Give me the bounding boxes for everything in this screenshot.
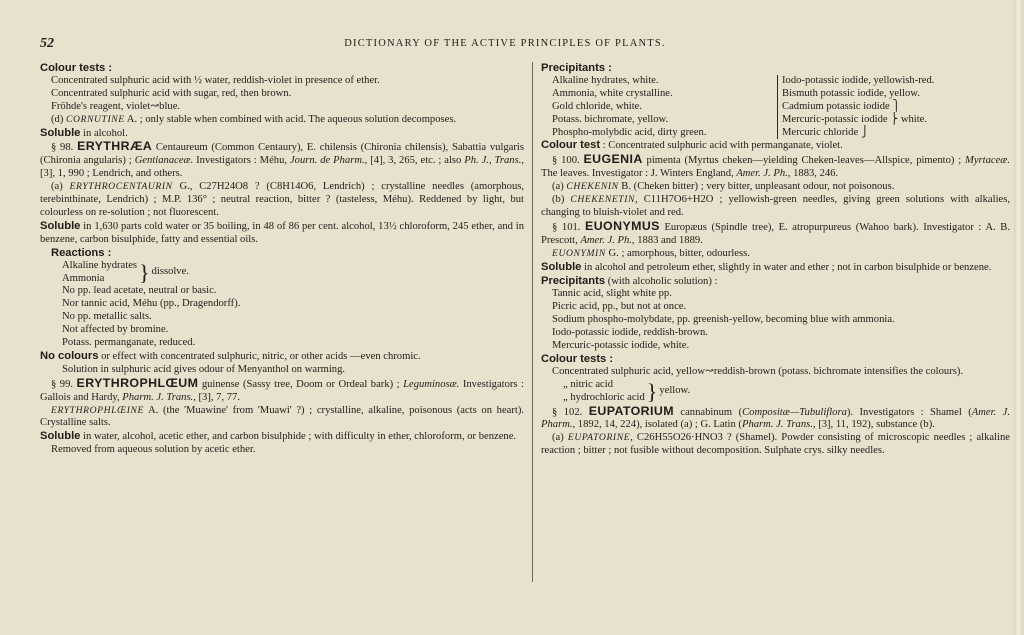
euonymin-colour-heading: Colour tests : [541,352,614,365]
right-column [541,62,1010,458]
euonymin-entry: EUONYMIN G. ; amorphous, bitter, odourless. [552,247,750,259]
eupatorine-entry: (a) EUPATORINE, C26H55O26·HNO3 ? (Shamel). Powder consisting of microscopic needles ; alkaline reaction ; bitter ; not fusible without decomposition. Sulphate crys. silky needles. [541,432,1010,457]
reactions-heading: Reactions : [51,246,112,259]
erythrophloeum-name: ERYTHROPHLŒUM [76,375,199,390]
euonymin-precip-line: Picric acid, pp., but not at once. [552,301,687,313]
precipitant-item: Potass. bichromate, yellow. [552,113,669,125]
running-header [0,36,1010,54]
euonymin-soluble: Soluble in alcohol and petroleum ether, slightly in water and ether ; not in carbon bisulphide or benzene. [541,260,992,273]
precipitant-item: Gold chloride, white. [552,100,643,112]
no-colours-line: No colours or effect with concentrated sulphuric, nitric, or other acids —even chromic. [40,349,421,362]
reactions-brace-group [40,260,524,286]
erythraea-entry: § 98. ERYTHRÆA Centaureum (Common Centaury), E. chilensis (Chironia chilensis), Sabattia vulgaris (Chironia angularis) ; Gentianaceæ. Investigators : Méhu, Journ. de Pharm., [4], 3, 265, etc. ; also Ph. J., Trans., [3], 1, 990 ; Lendrich, and others. [40,139,524,180]
colour-brace-item: „ nitric acid [563,378,613,390]
colour-test-line: Concentrated sulphuric acid with ½ water, reddish-violet in presence of ether. [51,74,380,86]
reaction-line: Not affected by bromine. [62,324,169,336]
precipitant-item: Iodo-potassic iodide, yellowish-red. [782,74,935,86]
cornutine-soluble: Soluble in alcohol. [40,126,128,139]
erythrophloeum-entry: § 99. ERYTHROPHLŒUM guinense (Sassy tree, Doom or Ordeal bark) ; Leguminosæ. Investigators : Gallois and Hardy, Pharm. J. Trans., [3], 7, 77. [40,375,524,403]
eupatorium-name: EUPATORIUM [588,403,674,418]
colour-test-line: Fröhde's reagent, violet↝blue. [51,100,181,112]
euonymus-entry: § 101. EUONYMUS Europæus (Spindle tree), E. atropurpureus (Wahoo bark). Investigator : A. B. Prescott, Amer. J. Ph., 1883 and 1889. [541,218,1010,246]
precipitant-item: Phospho-molybdic acid, dirty green. [552,126,707,138]
precipitant-item: Mercuric-potassic iodide ⎬ white. [782,113,928,125]
cornutine-name: CORNUTINE [66,113,125,125]
chekenin-name: CHEKENIN [566,181,619,193]
colour-brace-result: yellow. [659,385,691,397]
precipitant-item: Ammonia, white crystalline. [552,87,673,99]
precipitants-table [541,75,1010,140]
precipitants-heading: Precipitants : [541,62,612,74]
reaction-line: No pp. metallic salts. [62,311,152,323]
colour-test-line: Concentrated sulphuric acid with sugar, red, then brown. [51,87,292,99]
chekenetin-name: CHEKENETIN [570,194,636,206]
eupatorium-entry: § 102. EUPATORIUM cannabinum (Compositæ—Tubuliflora). Investigators : Shamel (Amer. J. Pharm., 1892, 14, 224), isolated (a) ; G. Latin (Pharm. J. Trans., [3], 11, 192), substance (b). [541,403,1010,431]
euonymin-name: EUONYMIN [552,247,606,259]
erythrocentaurin-name: ERYTHROCENTAURIN [69,181,173,193]
page-number: 52 [40,36,54,51]
reaction-line: No pp. lead acetate, neutral or basic. [62,285,217,297]
running-title: DICTIONARY OF THE ACTIVE PRINCIPLES OF PLANTS. [344,38,666,49]
cornutine-entry: (d) CORNUTINE A. ; only stable when combined with acid. The aqueous solution decomposes. [51,113,457,125]
precipitant-item: Alkaline hydrates, white. [552,74,659,86]
erythrophleine-entry: ERYTHROPHLŒINE A. (the 'Muawine' from 'Muawi' ?) ; crystalline, alkaline, poisonous (acts on heart). Crystalline salts. [40,404,524,429]
colour-tests-heading: Colour tests : [40,62,113,74]
euonymin-precipitants: Precipitants (with alcoholic solution) : [541,274,718,287]
reaction-result: dissolve. [151,266,189,278]
precipitant-item: Cadmium potassic iodide ⎫ [782,100,901,112]
menyanthol-line: Solution in sulphuric acid gives odour of Menyanthol on warming. [62,363,346,375]
column-divider [532,62,533,582]
brace-symbol: } [139,259,150,285]
eugenia-entry: § 100. EUGENIA pimenta (Myrtus cheken—yielding Cheken-leaves—Allspice, pimento) ; Myrtaceæ. The leaves. Investigator : J. Winters England, Amer. J. Ph., 1883, 246. [541,152,1011,180]
colour-test-line: Colour test : Concentrated sulphuric acid with permanganate, violet. [541,139,843,152]
euonymin-precip-line: Iodo-potassic iodide, reddish-brown. [552,327,708,339]
eugenia-name: EUGENIA [583,152,643,167]
euonymus-name: EUONYMUS [585,218,660,233]
chekenetin-entry: (b) CHEKENETIN, C11H7O6+H2O ; yellowish-green needles, giving green solutions with alkalies, changing to bluish-violet and red. [541,194,1010,218]
eupatorine-name: EUPATORINE [567,432,631,444]
erythrocentaurin-entry: (a) ERYTHROCENTAURIN G., C27H24O8 ? (C8H14O6, Lendrich) ; crystalline needles (amorphous, terebinthinate, Lendrich) ; M.P. 136° ; neutral reaction, bitter ? (tasteless, Méhu). Reddened by light, but colourless on re-solution ; not fluorescent. [40,181,525,218]
erythrophleine-name: ERYTHROPHLŒINE [51,404,144,416]
reaction-item: Ammonia [62,272,105,284]
reaction-line: Nor tannic acid, Méhu (pp., Dragendorff). [62,298,241,310]
brace-symbol: } [646,378,658,404]
page-edge [1014,0,1024,635]
euonymin-precip-line: Sodium phospho-molybdate, pp. greenish-yellow, becoming blue with ammonia. [552,314,895,326]
reaction-item: Alkaline hydrates [62,259,138,271]
erythrophleine-removed: Removed from aqueous solution by acetic ether. [51,444,256,456]
euonymin-precip-line: Mercuric-potassic iodide, white. [552,340,690,352]
chekenin-entry: (a) CHEKENIN B. (Cheken bitter) ; very bitter, unpleasant odour, not poisonous. [552,181,895,193]
erythraea-name: ERYTHRÆA [77,139,153,154]
colour-brace-item: „ hydrochloric acid [563,391,645,403]
euonymin-precip-line: Tannic acid, slight white pp. [552,288,672,300]
reaction-line: Potass. permanganate, reduced. [62,337,196,349]
erythrocentaurin-soluble: Soluble in 1,630 parts cold water or 35 boiling, in 48 of 86 per cent. alcohol, 13½ chloroform, 245 ether, and in benzene, carbon bisulphide, fatty and essential oils. [40,219,524,245]
erythrophleine-soluble: Soluble in water, alcohol, acetic ether, and carbon bisulphide ; with difficulty in ether, chloroform, or benzene. [40,430,517,443]
precipitant-item: Bismuth potassic iodide, yellow. [782,87,920,99]
precipitant-item: Mercuric chloride ⎭ [782,126,869,138]
euonymin-colour-line: Concentrated sulphuric acid, yellow↝reddish-brown (potass. bichromate intensifies the colours). [552,365,964,377]
left-column [40,62,524,457]
euonymin-colour-brace-group [541,379,1010,405]
